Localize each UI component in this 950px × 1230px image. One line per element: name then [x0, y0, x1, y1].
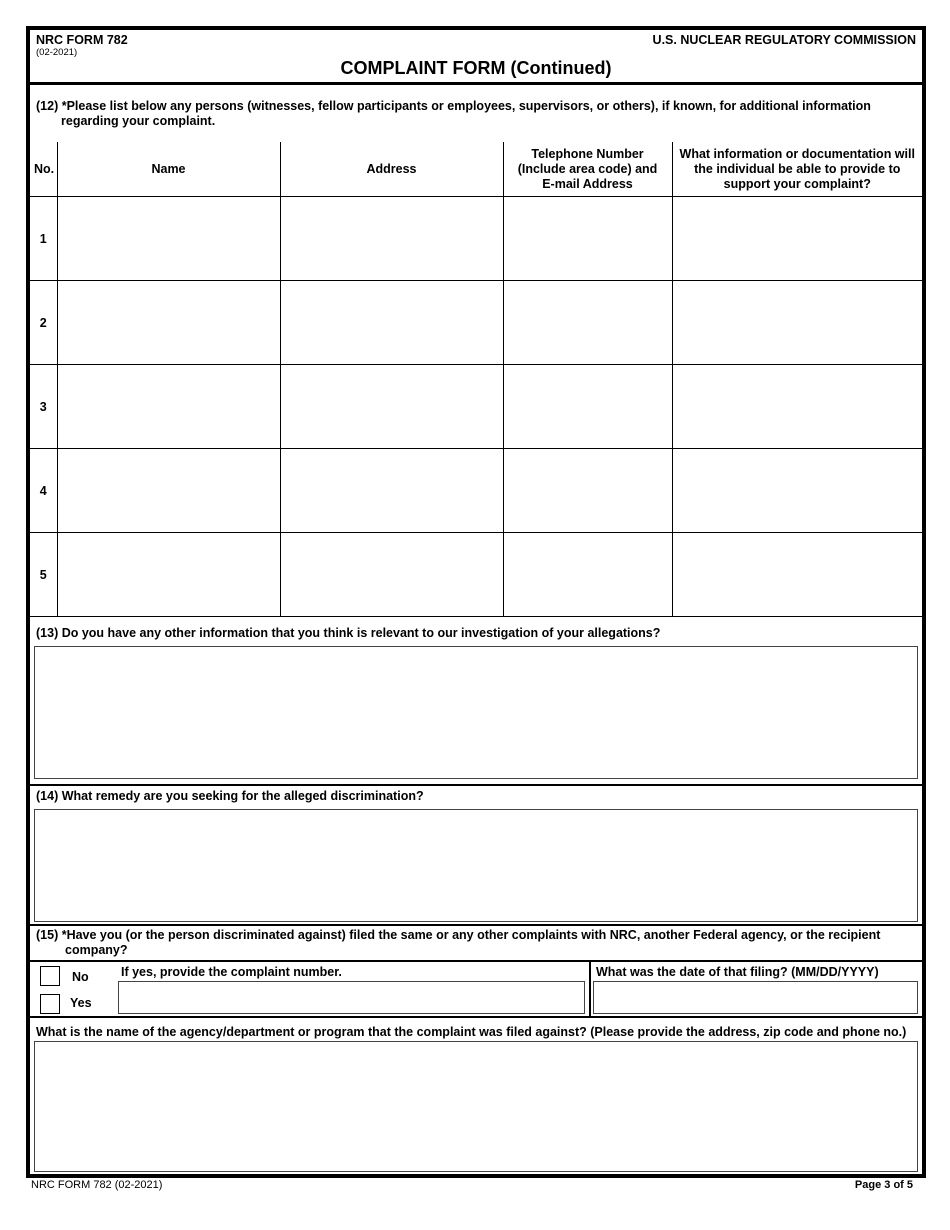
name-cell[interactable] [57, 449, 280, 533]
footer-form-id: NRC FORM 782 (02-2021) [31, 1179, 163, 1191]
column-divider [589, 960, 591, 1016]
information-cell[interactable] [672, 281, 922, 365]
information-cell[interactable] [672, 449, 922, 533]
section-divider [30, 960, 922, 962]
information-cell[interactable] [672, 365, 922, 449]
section-divider [30, 924, 922, 926]
yes-label: Yes [70, 996, 92, 1010]
phone-email-cell[interactable] [503, 533, 672, 617]
table-row [30, 197, 922, 281]
agency-name: U.S. NUCLEAR REGULATORY COMMISSION [652, 33, 916, 47]
table-row [30, 365, 922, 449]
address-cell[interactable] [280, 449, 503, 533]
q13-answer-box[interactable] [34, 646, 918, 779]
complaint-number-label: If yes, provide the complaint number. [121, 965, 342, 979]
row-number: 5 [30, 533, 57, 617]
yes-checkbox[interactable] [40, 994, 60, 1014]
name-cell[interactable] [57, 533, 280, 617]
name-cell[interactable] [57, 365, 280, 449]
phone-email-cell[interactable] [503, 197, 672, 281]
phone-email-cell[interactable] [503, 281, 672, 365]
information-cell[interactable] [672, 533, 922, 617]
q14-answer-box[interactable] [34, 809, 918, 922]
name-cell[interactable] [57, 197, 280, 281]
agency-question-label: What is the name of the agency/department or program that the complaint was filed against? (Please provide the address, zip code and phone no.) [36, 1025, 907, 1039]
section-divider [30, 1016, 922, 1018]
q12-question: (12) *Please list below any persons (witnesses, fellow participants or employees, supervisors, or others), if known, for additional information regarding your complaint. [36, 99, 871, 128]
phone-email-cell[interactable] [503, 449, 672, 533]
information-cell[interactable] [672, 197, 922, 281]
col-header-no: No. [30, 142, 57, 197]
row-number: 4 [30, 449, 57, 533]
name-cell[interactable] [57, 281, 280, 365]
col-header-phone: Telephone Number (Include area code) and E-mail Address [503, 142, 672, 197]
q14-question: (14) What remedy are you seeking for the alleged discrimination? [36, 789, 424, 803]
q13-question: (13) Do you have any other information that you think is relevant to our investigation of your allegations? [36, 626, 661, 640]
address-cell[interactable] [280, 533, 503, 617]
form-date: (02-2021) [36, 47, 78, 58]
filing-date-label: What was the date of that filing? (MM/DD/YYYY) [596, 965, 879, 979]
table-row [30, 449, 922, 533]
phone-email-cell[interactable] [503, 365, 672, 449]
row-number: 3 [30, 365, 57, 449]
footer-page-number: Page 3 of 5 [854, 1179, 913, 1191]
filing-date-input[interactable] [593, 981, 918, 1014]
row-number: 1 [30, 197, 57, 281]
q15-question: (15) *Have you (or the person discriminated against) filed the same or any other complaints with NRC, another Federal agency, or the recipient company? [36, 928, 881, 957]
agency-answer-box[interactable] [34, 1041, 918, 1172]
address-cell[interactable] [280, 197, 503, 281]
page-title: COMPLAINT FORM (Continued) [340, 58, 612, 78]
complaint-form-page [26, 26, 926, 1178]
no-checkbox[interactable] [40, 966, 60, 986]
address-cell[interactable] [280, 281, 503, 365]
col-header-information: What information or documentation will the individual be able to provide to support your complaint? [672, 142, 922, 197]
persons-table [30, 142, 922, 617]
col-header-name: Name [57, 142, 280, 197]
form-number: NRC FORM 782 [36, 33, 128, 47]
header-divider [30, 82, 922, 85]
row-number: 2 [30, 281, 57, 365]
section-divider [30, 784, 922, 786]
table-row [30, 281, 922, 365]
complaint-number-input[interactable] [118, 981, 585, 1014]
no-label: No [72, 970, 89, 984]
table-row [30, 533, 922, 617]
persons-table-header [30, 142, 922, 197]
address-cell[interactable] [280, 365, 503, 449]
col-header-address: Address [280, 142, 503, 197]
